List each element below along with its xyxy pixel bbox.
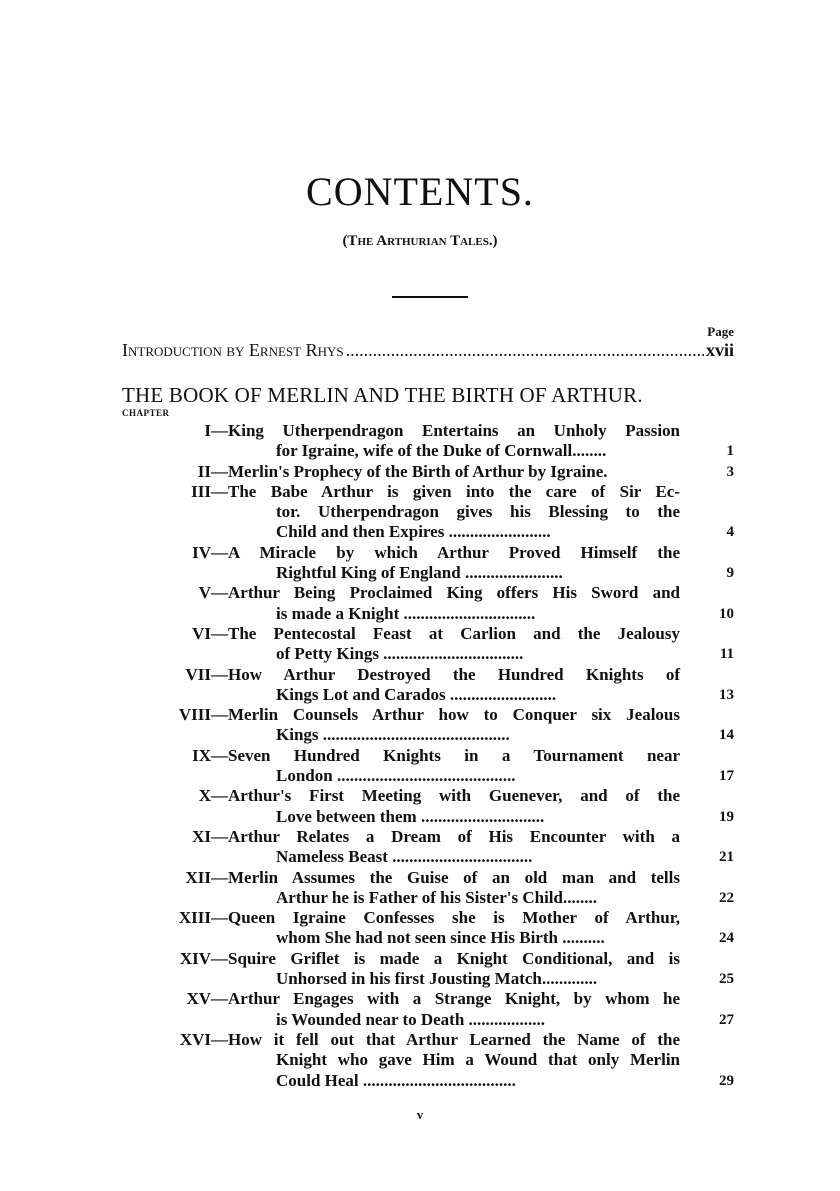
book-title: THE BOOK OF MERLIN AND THE BIRTH OF ARTHUR. xyxy=(122,383,643,407)
chapter-page-number: 29 xyxy=(719,1072,734,1089)
chapter-title-line: of Petty Kings ................................. xyxy=(276,644,524,664)
chapter-entry xyxy=(122,543,734,584)
chapter-page-number: 4 xyxy=(726,524,734,541)
chapter-title xyxy=(228,786,680,827)
chapter-title xyxy=(228,868,680,909)
chapter-page-number: 24 xyxy=(719,930,734,947)
chapter-title-line: Rightful King of England ....................... xyxy=(276,563,563,583)
chapter-title xyxy=(228,583,680,624)
chapter-number: III— xyxy=(191,481,228,501)
chapter-title-line: King Utherpendragon Entertains an Unholy Passion xyxy=(228,421,680,440)
chapter-entry xyxy=(122,827,734,868)
chapter-title-line: Merlin's Prophecy of the Birth of Arthur by Igraine. xyxy=(228,461,608,481)
chapter-page-number: 22 xyxy=(719,889,734,906)
chapter-title-line: is Wounded near to Death .................. xyxy=(276,1009,546,1029)
chapter-page-number: 10 xyxy=(719,605,734,622)
chapter-list xyxy=(122,421,734,1091)
chapter-title-line: Queen Igraine Confesses she is Mother of Arthur, xyxy=(228,908,680,928)
chapter-title xyxy=(228,908,680,949)
chapter-title xyxy=(228,827,680,868)
chapter-title xyxy=(228,1030,680,1091)
chapter-title-line: is made a Knight ............................... xyxy=(276,603,536,623)
introduction-entry xyxy=(122,340,734,361)
chapter-title xyxy=(228,989,680,1030)
introduction-page: xvii xyxy=(705,340,734,360)
chapter-title xyxy=(228,705,680,746)
chapter-page-number: 14 xyxy=(719,727,734,744)
contents-title: CONTENTS. xyxy=(306,169,534,214)
chapter-number: XIII— xyxy=(178,908,228,928)
chapter-title xyxy=(228,665,680,706)
chapter-number: V— xyxy=(198,583,228,603)
chapter-number: II— xyxy=(197,461,228,481)
chapter-title xyxy=(228,482,680,543)
chapter-title-line: Nameless Beast ................................. xyxy=(276,847,533,867)
chapter-title-line: Arthur Being Proclaimed King offers His Sword and xyxy=(228,583,680,603)
chapter-entry xyxy=(122,624,734,665)
chapter-page-number: 17 xyxy=(719,768,734,785)
chapter-title xyxy=(228,949,680,990)
chapter-title-line: Unhorsed in his first Jousting Match............. xyxy=(276,969,598,989)
chapter-number: IX— xyxy=(192,745,228,765)
chapter-title-line: Knight who gave Him a Wound that only Merlin xyxy=(276,1050,680,1070)
chapter-title-line: The Babe Arthur is given into the care of Sir Ec- xyxy=(228,481,680,501)
chapter-title-line: The Pentecostal Feast at Carlion and the Jealousy xyxy=(228,623,680,643)
chapter-number: I— xyxy=(204,421,228,440)
chapter-title-line: Merlin Counsels Arthur how to Conquer six Jealous xyxy=(228,705,680,725)
chapter-title-line: A Miracle by which Arthur Proved Himself the xyxy=(228,542,680,562)
chapter-number: IV— xyxy=(192,542,228,562)
introduction-label: Introduction by Ernest Rhys xyxy=(122,340,344,360)
chapter-title-line: Kings ............................................ xyxy=(276,725,510,745)
chapter-entry xyxy=(122,583,734,624)
chapter-entry xyxy=(122,705,734,746)
chapter-title-line: Merlin Assumes the Guise of an old man and tells xyxy=(228,867,680,887)
chapter-entry xyxy=(122,949,734,990)
chapter-title-line: How Arthur Destroyed the Hundred Knights of xyxy=(228,664,680,684)
chapter-entry xyxy=(122,482,734,543)
chapter-title-line: Love between them ............................. xyxy=(276,806,545,826)
chapter-label: CHAPTER xyxy=(122,408,170,418)
chapter-number: VII— xyxy=(185,664,228,684)
chapter-number: XIV— xyxy=(179,948,228,968)
chapter-title-line: Arthur Relates a Dream of His Encounter with a xyxy=(228,826,680,846)
chapter-entry xyxy=(122,786,734,827)
page-folio: v xyxy=(416,1107,424,1122)
chapter-title-line: tor. Utherpendragon gives his Blessing to the xyxy=(276,502,680,522)
chapter-number: VIII— xyxy=(178,705,228,725)
chapter-entry xyxy=(122,868,734,909)
chapter-page-number: 21 xyxy=(719,849,734,866)
chapter-page-number: 27 xyxy=(719,1011,734,1028)
chapter-number: XVI— xyxy=(179,1029,228,1049)
chapter-page-number: 13 xyxy=(719,686,734,703)
chapter-entry xyxy=(122,908,734,949)
title-rule xyxy=(392,296,468,298)
chapter-title xyxy=(228,421,680,462)
chapter-number: XI— xyxy=(192,826,228,846)
introduction-leader-dots xyxy=(346,340,704,361)
chapter-page-number: 3 xyxy=(726,463,734,480)
chapter-entry xyxy=(122,462,734,482)
chapter-page-number: 19 xyxy=(719,808,734,825)
chapter-entry xyxy=(122,989,734,1030)
contents-subtitle: (The Arthurian Tales.) xyxy=(342,233,498,249)
chapter-title xyxy=(228,462,680,482)
chapter-page-number: 25 xyxy=(719,971,734,988)
chapter-entry xyxy=(122,746,734,787)
chapter-number: XII— xyxy=(185,867,228,887)
chapter-page-number: 1 xyxy=(726,443,734,460)
chapter-title-line: How it fell out that Arthur Learned the Name of the xyxy=(228,1029,680,1049)
chapter-entry xyxy=(122,421,734,462)
chapter-title-line: London .......................................... xyxy=(276,766,516,786)
chapter-title-line: Arthur's First Meeting with Guenever, and of the xyxy=(228,786,680,806)
chapter-number: XV— xyxy=(186,989,228,1009)
chapter-title-line: Seven Hundred Knights in a Tournament near xyxy=(228,745,680,765)
chapter-title-line: Kings Lot and Carados ......................... xyxy=(276,684,557,704)
chapter-title-line: whom She had not seen since His Birth .......... xyxy=(276,928,605,948)
chapter-title-line: for Igraine, wife of the Duke of Cornwall........ xyxy=(276,441,607,461)
chapter-page-number: 11 xyxy=(719,646,734,663)
chapter-number: VI— xyxy=(192,623,228,643)
chapter-title xyxy=(228,624,680,665)
page-column-label: Page xyxy=(707,324,734,339)
chapter-entry xyxy=(122,1030,734,1091)
chapter-entry xyxy=(122,665,734,706)
chapter-title-line: Squire Griflet is made a Knight Conditional, and is xyxy=(228,948,680,968)
chapter-title xyxy=(228,746,680,787)
chapter-title-line: Child and then Expires ........................ xyxy=(276,522,551,542)
chapter-title-line: Could Heal .................................... xyxy=(276,1070,516,1090)
chapter-title xyxy=(228,543,680,584)
chapter-number: X— xyxy=(198,786,228,806)
chapter-title-line: Arthur Engages with a Strange Knight, by whom he xyxy=(228,989,680,1009)
chapter-page-number: 9 xyxy=(726,565,734,582)
chapter-title-line: Arthur he is Father of his Sister's Child........ xyxy=(276,887,597,907)
